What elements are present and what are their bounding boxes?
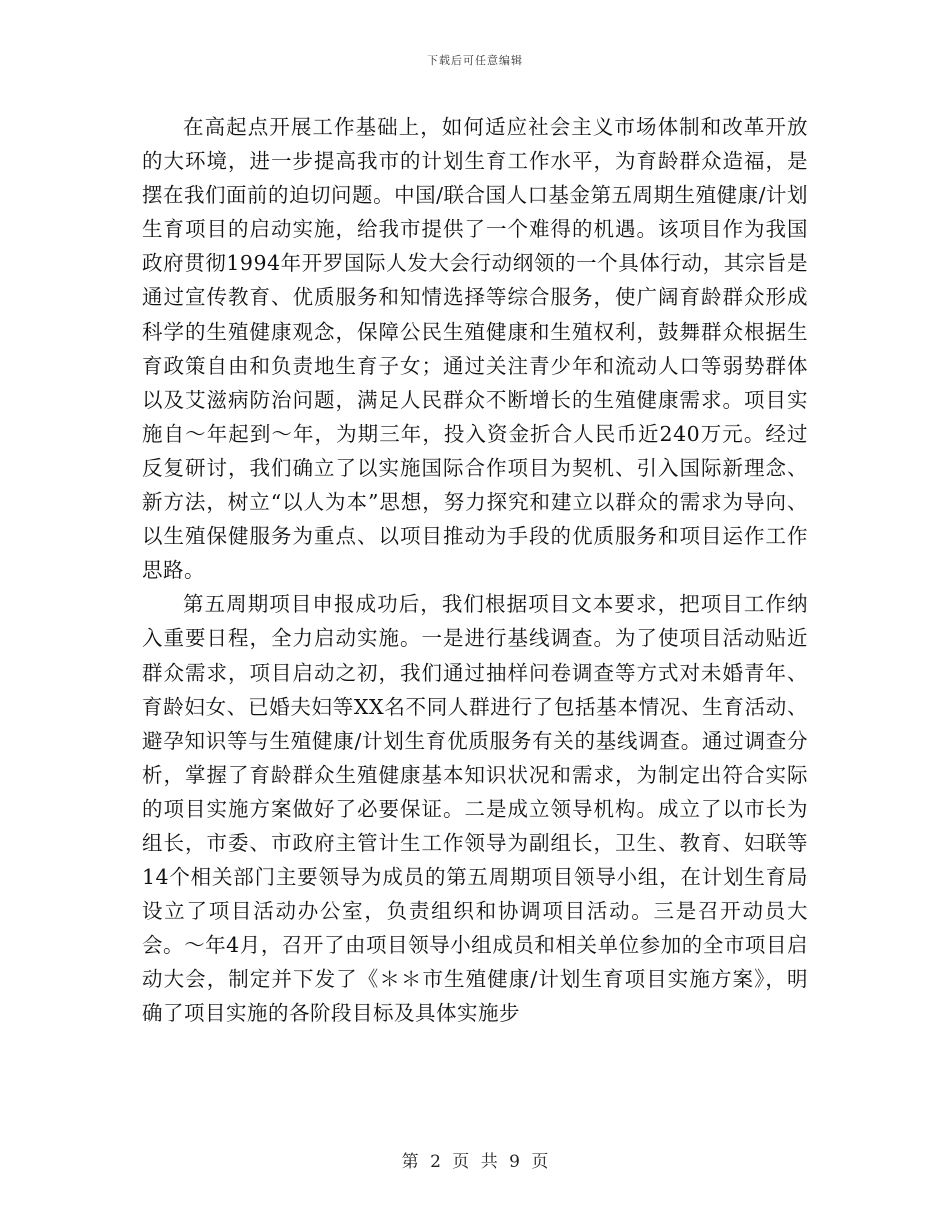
body-paragraph-2: 第五周期项目申报成功后，我们根据项目文本要求，把项目工作纳入重要日程，全力启动实施。一是进行基线调查。为了使项目活动贴近群众需求，项目启动之初，我们通过抽样问卷调查等方式对未婚青年、育龄妇女、已婚夫妇等XX名不同人群进行了包括基本情况、生育活动、避孕知识等与生殖健康/计划生育优质服务有关的基线调查。通过调查分析，掌握了育龄群众生殖健康基本知识状况和需求，为制定出符合实际的项目实施方案做好了必要保证。二是成立领导机构。成立了以市长为组长，市委、市政府主管计生工作领导为副组长，卫生、教育、妇联等14个相关部门主要领导为成员的第五周期项目领导小组，在计划生育局设立了项目活动办公室，负责组织和协调项目活动。三是召开动员大会。～年4月，召开了由项目领导小组成员和相关单位参加的全市项目启动大会，制定并下发了《＊＊市生殖健康/计划生育项目实施方案》，明确了项目实施的各阶段目标及具体实施步 <box>142 592 808 1026</box>
body-paragraph-1: 在高起点开展工作基础上，如何适应社会主义市场体制和改革开放的大环境，进一步提高我市的计划生育工作水平，为育龄群众造福，是摆在我们面前的迫切问题。中国/联合国人口基金第五周期生殖健康/计划生育项目的启动实施，给我市提供了一个难得的机遇。该项目作为我国政府贯彻1994年开罗国际人发大会行动纲领的一个具体行动，其宗旨是通过宣传教育、优质服务和知情选择等综合服务，使广阔育龄群众形成科学的生殖健康观念，保障公民生殖健康和生殖权利，鼓舞群众根据生育政策自由和负责地生育子女；通过关注青少年和流动人口等弱势群体以及艾滋病防治问题，满足人民群众不断增长的生殖健康需求。项目实施自～年起到～年，为期三年，投入资金折合人民币近240万元。经过反复研讨，我们确立了以实施国际合作项目为契机、引入国际新理念、新方法，树立“以人为本”思想，努力探究和建立以群众的需求为导向、以生殖保健服务为重点、以项目推动为手段的优质服务和项目运作工作思路。 <box>142 115 808 583</box>
document-body <box>142 110 808 1031</box>
page-number-footer: 第 2 页 共 9 页 <box>401 1152 549 1172</box>
page-header-note: 下载后可任意编辑 <box>427 54 523 67</box>
